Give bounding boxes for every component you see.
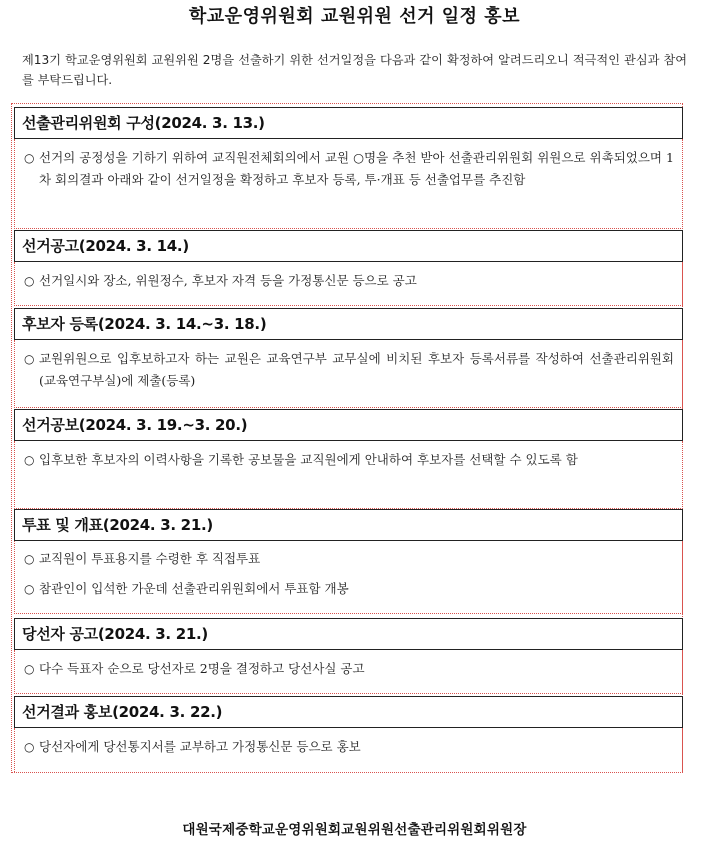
page-title: 학교운영위원회 교원위원 선거 일정 홍보 (188, 6, 521, 27)
list-item: ○ 입후보한 후보자의 이력사항을 기록한 공보물을 교직원에게 안내하여 후보자를 선택할 수 있도록 함 (24, 449, 674, 471)
section-body-campaign (14, 441, 683, 509)
section-body-winner (14, 650, 683, 694)
intro-paragraph: 제13기 학교운영위원회 교원위원 2명을 선출하기 위한 선거일정을 다음과 같이 확정하여 알려드리오니 적극적인 관심과 참여를 부탁드립니다. (22, 53, 687, 87)
section-heading-winner: 당선자 공고(2024. 3. 21.) (14, 618, 683, 650)
list-item: ○ 선거일시와 장소, 위원정수, 후보자 자격 등을 가정통신문 등으로 공고 (24, 270, 674, 292)
list-item: ○ 교직원이 투표용지를 수령한 후 직접투표 (24, 548, 674, 570)
section-body-voting (14, 541, 683, 614)
section-body-registration (14, 340, 683, 408)
section-heading-committee: 선출관리위원회 구성(2024. 3. 13.) (14, 107, 683, 139)
bullet-icon: ○ (24, 740, 35, 754)
section-heading-campaign: 선거공보(2024. 3. 19.~3. 20.) (14, 409, 683, 441)
bullet-icon: ○ (24, 274, 35, 288)
bullet-icon: ○ (24, 582, 35, 596)
bullet-icon: ○ (24, 352, 35, 366)
section-body-committee (14, 139, 683, 229)
list-item: ○ 당선자에게 당선통지서를 교부하고 가정통신문 등으로 홍보 (24, 736, 674, 758)
section-body-announcement (14, 262, 683, 306)
section-heading-voting: 투표 및 개표(2024. 3. 21.) (14, 509, 683, 541)
signature-line: 대원국제중학교운영위원회교원위원선출관리위원회위원장 (182, 822, 527, 838)
list-item: ○ 참관인이 입석한 가운데 선출관리위원회에서 투표함 개봉 (24, 578, 674, 600)
section-heading-results: 선거결과 홍보(2024. 3. 22.) (14, 696, 683, 728)
list-item: ○ 다수 득표자 순으로 당선자로 2명을 결정하고 당선사실 공고 (24, 658, 674, 680)
bullet-icon: ○ (24, 662, 35, 676)
schedule-container (11, 103, 683, 773)
list-item: ○ 선거의 공정성을 기하기 위하여 교직원전체회의에서 교원 ○명을 추천 받아 선출관리위원회 위원으로 위촉되었으며 1차 회의결과 아래와 같이 선거일정을 확정하고 후보자 등록, 투·개표 등 선출업무를 추진함 (24, 147, 674, 191)
bullet-icon: ○ (24, 151, 35, 165)
section-body-results (14, 728, 683, 772)
bullet-icon: ○ (24, 552, 35, 566)
section-heading-registration: 후보자 등록(2024. 3. 14.~3. 18.) (14, 308, 683, 340)
bullet-icon: ○ (24, 453, 35, 467)
section-heading-announcement: 선거공고(2024. 3. 14.) (14, 230, 683, 262)
list-item: ○ 교원위원으로 입후보하고자 하는 교원은 교육연구부 교무실에 비치된 후보자 등록서류를 작성하여 선출관리위원회(교육연구부실)에 제출(등록) (24, 348, 674, 392)
